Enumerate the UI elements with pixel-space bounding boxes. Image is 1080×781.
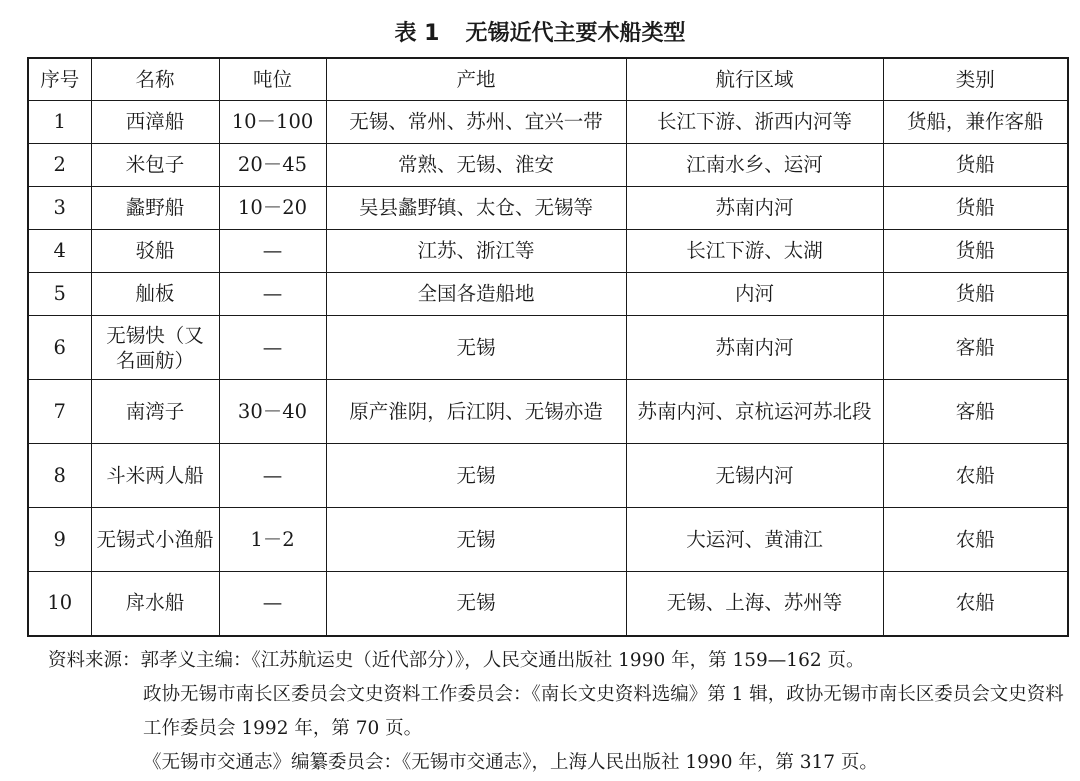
cell-origin: 江苏、浙江等 bbox=[326, 230, 626, 273]
table-row bbox=[28, 508, 1068, 572]
cell-name: 米包子 bbox=[91, 144, 219, 187]
cell-index: 4 bbox=[28, 230, 91, 273]
ship-types-table bbox=[27, 57, 1069, 637]
table-title: 无锡近代主要木船类型 bbox=[465, 21, 686, 46]
cell-category: 农船 bbox=[883, 572, 1068, 636]
cell-origin: 全国各造船地 bbox=[326, 273, 626, 316]
cell-origin: 无锡、常州、苏州、宜兴一带 bbox=[326, 101, 626, 144]
cell-index: 7 bbox=[28, 380, 91, 444]
table-caption bbox=[0, 16, 1080, 47]
cell-index: 1 bbox=[28, 101, 91, 144]
cell-index: 6 bbox=[28, 316, 91, 380]
table-row bbox=[28, 316, 1068, 380]
cell-origin: 无锡 bbox=[326, 316, 626, 380]
table-row bbox=[28, 101, 1068, 144]
cell-name: 斗米两人船 bbox=[91, 444, 219, 508]
cell-area: 无锡内河 bbox=[626, 444, 883, 508]
cell-tonnage: — bbox=[219, 273, 326, 316]
cell-tonnage: — bbox=[219, 572, 326, 636]
table-row bbox=[28, 144, 1068, 187]
cell-category: 农船 bbox=[883, 444, 1068, 508]
cell-index: 9 bbox=[28, 508, 91, 572]
sources-note bbox=[48, 644, 1068, 780]
table-row bbox=[28, 230, 1068, 273]
cell-index: 5 bbox=[28, 273, 91, 316]
cell-origin: 常熟、无锡、淮安 bbox=[326, 144, 626, 187]
cell-area: 苏南内河 bbox=[626, 316, 883, 380]
header-area: 航行区域 bbox=[626, 58, 883, 101]
cell-category: 货船 bbox=[883, 144, 1068, 187]
cell-tonnage: 1－2 bbox=[219, 508, 326, 572]
cell-name: 戽水船 bbox=[91, 572, 219, 636]
cell-name: 驳船 bbox=[91, 230, 219, 273]
cell-area: 无锡、上海、苏州等 bbox=[626, 572, 883, 636]
cell-name: 南湾子 bbox=[91, 380, 219, 444]
table-header-row bbox=[28, 58, 1068, 101]
header-tonnage: 吨位 bbox=[219, 58, 326, 101]
cell-name: 西漳船 bbox=[91, 101, 219, 144]
cell-category: 货船 bbox=[883, 230, 1068, 273]
table-row bbox=[28, 273, 1068, 316]
cell-category: 客船 bbox=[883, 316, 1068, 380]
cell-area: 内河 bbox=[626, 273, 883, 316]
cell-area: 大运河、黄浦江 bbox=[626, 508, 883, 572]
table-number: 表 1 bbox=[394, 21, 440, 46]
table-row bbox=[28, 380, 1068, 444]
cell-name: 无锡快（又名画舫） bbox=[91, 316, 219, 380]
cell-area: 苏南内河、京杭运河苏北段 bbox=[626, 380, 883, 444]
cell-tonnage: — bbox=[219, 230, 326, 273]
header-category: 类别 bbox=[883, 58, 1068, 101]
source-3: 《无锡市交通志》编纂委员会：《无锡市交通志》，上海人民出版社 1990 年，第 317 页。 bbox=[143, 752, 878, 773]
cell-origin: 原产淮阴，后江阴、无锡亦造 bbox=[326, 380, 626, 444]
cell-tonnage: — bbox=[219, 316, 326, 380]
cell-tonnage: 20－45 bbox=[219, 144, 326, 187]
table-row bbox=[28, 187, 1068, 230]
header-name: 名称 bbox=[91, 58, 219, 101]
sources-label: 资料来源： bbox=[48, 650, 141, 671]
cell-tonnage: 10－20 bbox=[219, 187, 326, 230]
cell-tonnage: 30－40 bbox=[219, 380, 326, 444]
cell-index: 3 bbox=[28, 187, 91, 230]
source-2: 政协无锡市南长区委员会文史资料工作委员会：《南长文史资料选编》第 1 辑，政协无锡市南长区委员会文史资料工作委员会 1992 年，第 70 页。 bbox=[143, 684, 1064, 739]
cell-name: 舢板 bbox=[91, 273, 219, 316]
cell-category: 客船 bbox=[883, 380, 1068, 444]
table-row bbox=[28, 572, 1068, 636]
cell-category: 货船 bbox=[883, 187, 1068, 230]
cell-area: 江南水乡、运河 bbox=[626, 144, 883, 187]
cell-origin: 无锡 bbox=[326, 572, 626, 636]
cell-category: 货船，兼作客船 bbox=[883, 101, 1068, 144]
cell-category: 货船 bbox=[883, 273, 1068, 316]
header-origin: 产地 bbox=[326, 58, 626, 101]
table-row bbox=[28, 444, 1068, 508]
source-1: 郭孝义主编：《江苏航运史（近代部分）》，人民交通出版社 1990 年，第 159—162 页。 bbox=[140, 650, 865, 671]
cell-tonnage: — bbox=[219, 444, 326, 508]
cell-index: 10 bbox=[28, 572, 91, 636]
cell-origin: 吴县蠡野镇、太仓、无锡等 bbox=[326, 187, 626, 230]
cell-index: 2 bbox=[28, 144, 91, 187]
cell-name: 无锡式小渔船 bbox=[91, 508, 219, 572]
cell-origin: 无锡 bbox=[326, 444, 626, 508]
header-index: 序号 bbox=[28, 58, 91, 101]
cell-tonnage: 10－100 bbox=[219, 101, 326, 144]
cell-name: 蠡野船 bbox=[91, 187, 219, 230]
cell-area: 苏南内河 bbox=[626, 187, 883, 230]
cell-category: 农船 bbox=[883, 508, 1068, 572]
cell-origin: 无锡 bbox=[326, 508, 626, 572]
cell-area: 长江下游、浙西内河等 bbox=[626, 101, 883, 144]
cell-index: 8 bbox=[28, 444, 91, 508]
cell-area: 长江下游、太湖 bbox=[626, 230, 883, 273]
